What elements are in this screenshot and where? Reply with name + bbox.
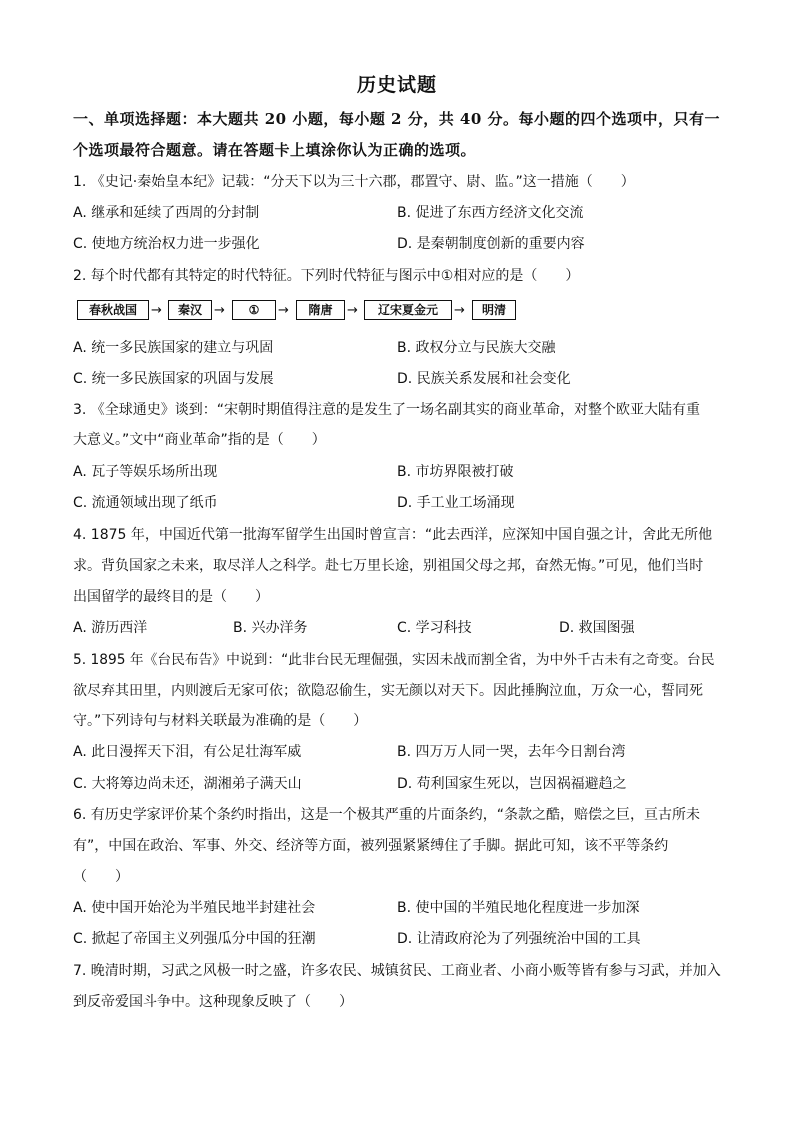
q5-option-b: B. 四万万人同一哭，去年今日割台湾 — [397, 744, 626, 760]
flow-box-sui-tang: 隋唐 — [296, 300, 345, 320]
q2-option-a: A. 统一多民族国家的建立与巩固 — [73, 340, 274, 356]
section-instruction-line-2: 个选项最符合题意。请在答题卡上填涂你认为正确的选项。 — [73, 141, 477, 159]
q4-option-a: A. 游历西洋 — [73, 620, 148, 636]
q6-option-c: C. 掀起了帝国主义列强瓜分中国的狂潮 — [73, 931, 316, 947]
flow-box-chunqiu-zhanguo: 春秋战国 — [77, 300, 149, 320]
flow-arrow-icon: → — [214, 303, 225, 318]
q5-stem-line-2: 欲尽弃其田里，内则渡后无家可依；欲隐忍偷生，实无颜以对天下。因此捶胸泣血，万众一心，誓同死 — [73, 683, 703, 699]
q4-option-d: D. 救国图强 — [559, 620, 635, 636]
flow-box-liao-song-xia-jin-yuan: 辽宋夏金元 — [364, 300, 452, 320]
q6-option-b: B. 使中国的半殖民地化程度进一步加深 — [397, 900, 640, 916]
q3-option-c: C. 流通领域出现了纸币 — [73, 495, 218, 511]
q3-stem-line-1: 3. 《全球通史》谈到：“宋朝时期值得注意的是发生了一场名副其实的商业革命，对整个欧亚大陆有重 — [73, 402, 701, 418]
q4-stem-line-3: 出国留学的最终目的是（ ） — [73, 589, 269, 605]
q1-stem: 1. 《史记·秦始皇本纪》记载：“分天下以为三十六郡，郡置守、尉、监。”这一措施（ ） — [73, 174, 635, 190]
q2-option-c: C. 统一多民族国家的巩固与发展 — [73, 371, 274, 387]
q4-stem-line-2: 求。背负国家之未来，取尽洋人之科学。赴七万里长途，别祖国父母之邦，奋然无悔。”可见，他们当时 — [73, 558, 704, 574]
q1-option-a: A. 继承和延续了西周的分封制 — [73, 205, 260, 221]
flow-arrow-icon: → — [454, 303, 465, 318]
q5-stem-line-3: 守。”下列诗句与材料关联最为准确的是（ ） — [73, 713, 368, 729]
q3-stem-line-2: 大意义。”文中“商业革命”指的是（ ） — [73, 432, 326, 448]
q3-option-d: D. 手工业工场涌现 — [397, 495, 515, 511]
q4-stem-line-1: 4. 1875 年，中国近代第一批海军留学生出国时曾宣言：“此去西洋，应深知中国自强之计，舍此无所他 — [73, 527, 713, 543]
q5-option-a: A. 此日漫挥天下泪，有公足壮海军威 — [73, 744, 302, 760]
q4-option-b: B. 兴办洋务 — [233, 620, 308, 636]
q1-option-d: D. 是秦朝制度创新的重要内容 — [397, 236, 585, 252]
page-title: 历史试题 — [356, 74, 437, 96]
flow-box-ming-qing: 明清 — [472, 300, 516, 320]
q6-stem-line-3: （ ） — [73, 869, 129, 885]
q2-option-d: D. 民族关系发展和社会变化 — [397, 371, 571, 387]
q2-option-b: B. 政权分立与民族大交融 — [397, 340, 556, 356]
flow-arrow-icon: → — [278, 303, 289, 318]
q6-option-a: A. 使中国开始沦为半殖民地半封建社会 — [73, 900, 316, 916]
flow-box-qin-han: 秦汉 — [168, 300, 212, 320]
q5-option-c: C. 大将筹边尚未还，湖湘弟子满天山 — [73, 776, 302, 792]
flow-arrow-icon: → — [347, 303, 358, 318]
flow-arrow-icon: → — [151, 303, 162, 318]
section-instruction-line-1: 一、单项选择题：本大题共 20 小题，每小题 2 分，共 40 分。每小题的四个选项中，只有一 — [73, 110, 721, 128]
q7-stem-line-2: 到反帝爱国斗争中。这种现象反映了（ ） — [73, 994, 353, 1010]
q3-option-a: A. 瓦子等娱乐场所出现 — [73, 464, 218, 480]
q5-option-d: D. 苟利国家生死以，岂因祸福避趋之 — [397, 776, 627, 792]
q5-stem-line-1: 5. 1895 年《台民布告》中说到：“此非台民无理倔强，实因未战而割全省，为中外千古未有之奇变。台民 — [73, 652, 715, 668]
q1-option-b: B. 促进了东西方经济文化交流 — [397, 205, 584, 221]
q3-option-b: B. 市坊界限被打破 — [397, 464, 514, 480]
q6-option-d: D. 让清政府沦为了列强统治中国的工具 — [397, 931, 641, 947]
q1-option-c: C. 使地方统治权力进一步强化 — [73, 236, 260, 252]
q6-stem-line-2: 有”，中国在政治、军事、外交、经济等方面，被列强紧紧缚住了手脚。据此可知，该不平等条约 — [73, 838, 669, 854]
flow-box-blank-1: ① — [232, 300, 276, 320]
q7-stem-line-1: 7. 晚清时期，习武之风极一时之盛，许多农民、城镇贫民、工商业者、小商小贩等皆有参与习武，并加入 — [73, 963, 721, 979]
q2-stem: 2. 每个时代都有其特定的时代特征。下列时代特征与图示中①相对应的是（ ） — [73, 268, 580, 284]
q6-stem-line-1: 6. 有历史学家评价某个条约时指出，这是一个极其严重的片面条约，“条款之酷，赔偿之巨，亘古所未 — [73, 807, 701, 823]
q4-option-c: C. 学习科技 — [397, 620, 472, 636]
